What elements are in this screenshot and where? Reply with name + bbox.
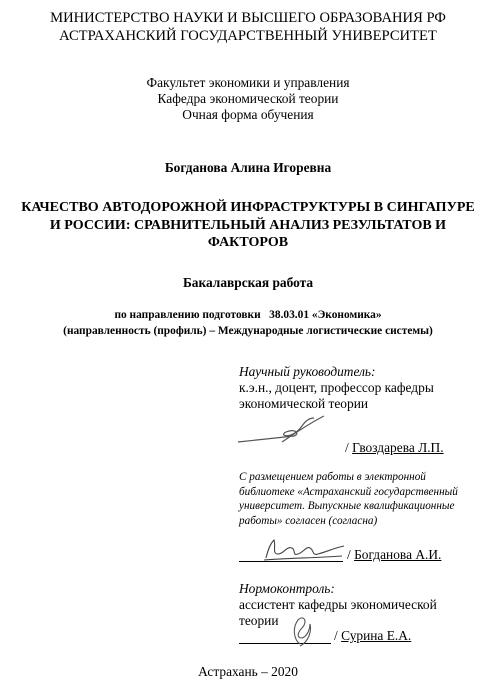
- thesis-title: [10, 199, 486, 252]
- title-line-2: И РОССИИ: СРАВНИТЕЛЬНЫЙ АНАЛИЗ РЕЗУЛЬТАТОВ И: [49, 217, 447, 233]
- header-block: [0, 9, 496, 45]
- consent-signature: [262, 536, 346, 564]
- consent-line-4: работы» согласен (согласна): [239, 514, 378, 527]
- author-name: Богданова Алина Игоревна: [164, 160, 332, 175]
- normcontrol-sign-row: [334, 628, 411, 644]
- normcontrol-position-2: теории: [239, 613, 279, 628]
- supervisor-sign-row: [345, 440, 444, 456]
- work-type: Бакалаврская работа: [182, 275, 314, 290]
- title-line-3: ФАКТОРОВ: [207, 235, 289, 250]
- supervisor-position-1: к.э.н., доцент, профессор кафедры: [239, 380, 434, 395]
- faculty-line: Факультет экономики и управления: [146, 75, 350, 90]
- consent-name: Богданова А.И.: [354, 547, 442, 562]
- supervisor-block: [239, 364, 434, 412]
- normcontrol-signature: [284, 614, 314, 648]
- normcontrol-label: Нормоконтроль:: [239, 581, 335, 596]
- normcontrol-name: Сурина Е.А.: [341, 628, 412, 643]
- faculty-block: [0, 75, 496, 123]
- supervisor-label: Научный руководитель:: [239, 364, 376, 379]
- consent-line-3: университет. Выпускные квалификационные: [239, 500, 455, 512]
- university-line: АСТРАХАНСКИЙ ГОСУДАРСТВЕННЫЙ УНИВЕРСИТЕТ: [59, 28, 437, 44]
- supervisor-slash: /: [345, 440, 349, 455]
- supervisor-name: Гвоздарева Л.П.: [352, 440, 444, 455]
- normcontrol-position-1: ассистент кафедры экономической: [239, 597, 437, 612]
- direction-line-2: (направленность (профиль) – Международные логистические системы): [63, 325, 433, 337]
- department-line: Кафедра экономической теории: [157, 91, 339, 106]
- consent-line-2: библиотеке «Астраханский государственный: [239, 485, 458, 498]
- consent-block: [239, 470, 458, 528]
- supervisor-signature: [236, 414, 326, 448]
- supervisor-position-2: экономической теории: [239, 396, 369, 411]
- study-form-line: Очная форма обучения: [182, 107, 314, 122]
- ministry-line: МИНИСТЕРСТВО НАУКИ И ВЫСШЕГО ОБРАЗОВАНИЯ РФ: [50, 10, 446, 26]
- city-year: Астрахань – 2020: [198, 664, 298, 679]
- direction-line-1: по направлению подготовки 38.03.01 «Экономика»: [114, 309, 382, 321]
- normcontrol-slash: /: [334, 628, 338, 643]
- consent-line-1: С размещением работы в электронной: [239, 471, 426, 483]
- consent-sign-row: [347, 547, 441, 563]
- normcontrol-block: [239, 581, 437, 629]
- title-line-1: КАЧЕСТВО АВТОДОРОЖНОЙ ИНФРАСТРУКТУРЫ В СИНГАПУРЕ: [21, 200, 475, 215]
- consent-slash: /: [347, 547, 351, 562]
- direction-block: [0, 307, 496, 339]
